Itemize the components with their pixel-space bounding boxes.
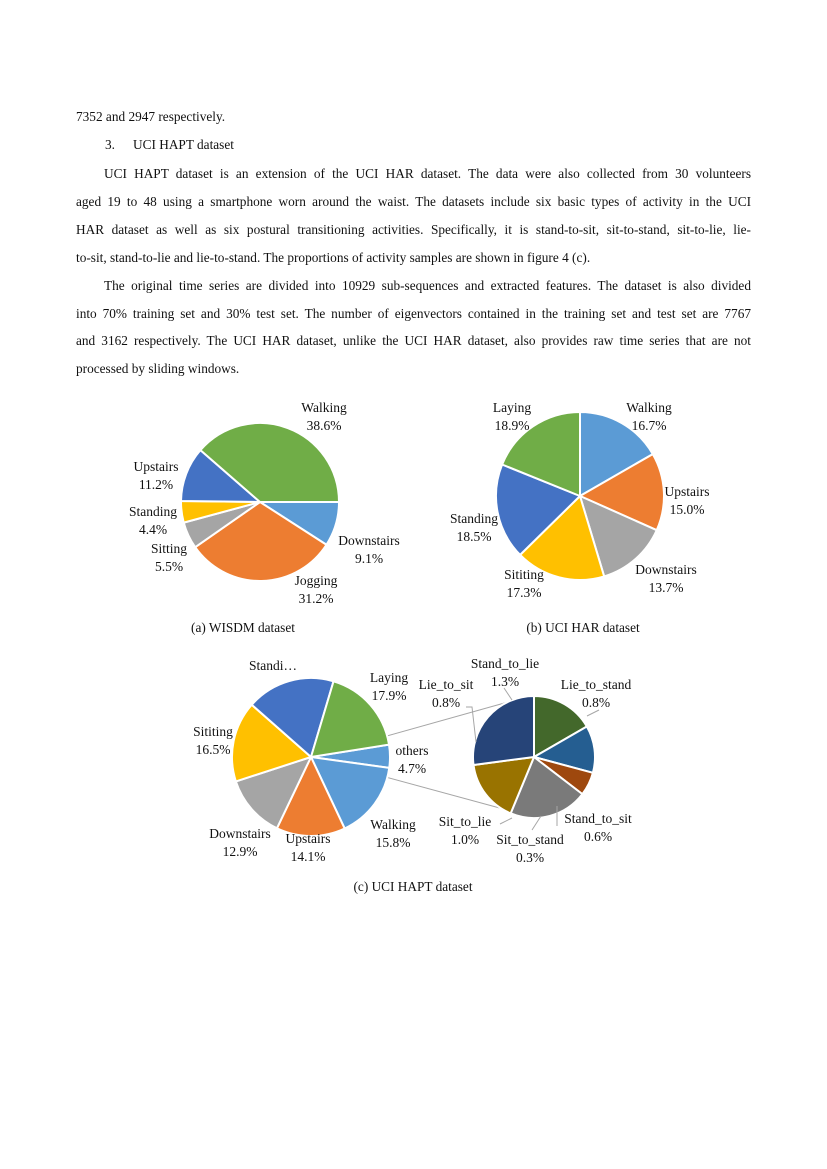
paragraph-line: and 3162 respectively. The UCI HAR dataset, unlike the UCI HAR dataset, also provides raw time series that are not <box>76 333 751 348</box>
slice-label-value: 4.4% <box>138 522 168 537</box>
text-line: 7352 and 2947 respectively. <box>76 109 226 124</box>
section-number: 3. <box>105 137 115 152</box>
slice-label-name: Downstairs <box>209 826 271 841</box>
slice-label-name: others <box>395 743 429 758</box>
slice-label-value: 15.8% <box>375 835 411 850</box>
leader-line-stand-to-lie <box>504 688 512 700</box>
slice-label-value: 0.8% <box>581 695 611 710</box>
slice-label-value: 1.3% <box>490 674 520 689</box>
slice-label-name: Laying <box>369 670 409 685</box>
slice-label-value: 17.3% <box>506 585 542 600</box>
slice-label-name: Lie_to_sit <box>418 677 474 692</box>
slice-label-name: Downstairs <box>635 562 697 577</box>
slice-label-value: 16.5% <box>195 742 231 757</box>
paragraph-line: into 70% training set and 30% test set. The number of eigenvectors contained in the training set and test set are 7767 <box>76 306 751 321</box>
slice-label-name: Sititing <box>193 724 233 739</box>
slice-label-name: Upstairs <box>664 484 710 499</box>
slice-label-name: Walking <box>626 400 672 415</box>
leader-line-sit-to-lie <box>500 818 512 824</box>
slice-label-name: Upstairs <box>285 831 331 846</box>
slice-label-name: Standing <box>449 511 499 526</box>
slice-label-value: 12.9% <box>222 844 258 859</box>
slice-label-name: Sit_to_lie <box>438 814 492 829</box>
slice-label-value: 1.0% <box>450 832 480 847</box>
leader-line-lie-to-stand <box>587 710 599 716</box>
slice-label-value: 31.2% <box>298 591 334 606</box>
slice-label-value: 18.5% <box>456 529 492 544</box>
slice-label-value: 14.1% <box>290 849 326 864</box>
paragraph-line: The original time series are divided into 10929 sub-sequences and extracted features. The dataset is also divided <box>104 278 751 293</box>
slice-label-value: 9.1% <box>354 551 384 566</box>
pie-chart-uci-hapt-main <box>232 678 390 836</box>
slice-label-name: Standi… <box>248 658 298 673</box>
slice-label-value: 17.9% <box>371 688 407 703</box>
slice-label-value: 13.7% <box>648 580 684 595</box>
slice-label-value: 16.7% <box>631 418 667 433</box>
slice-label-value: 38.6% <box>306 418 342 433</box>
slice-label-name: Stand_to_sit <box>564 811 632 826</box>
slice-label-name: Standing <box>128 504 178 519</box>
slice-label-name: Walking <box>370 817 416 832</box>
slice-label-value: 0.8% <box>431 695 461 710</box>
pie-chart-uci-hapt-secondary <box>473 696 595 818</box>
paragraph-line: to-sit, stand-to-lie and lie-to-stand. The proportions of activity samples are shown in figure 4 (c). <box>76 250 591 265</box>
pie-chart-uci-har <box>496 412 664 580</box>
hapt-transition-slice-stand-to-lie <box>473 696 534 765</box>
slice-label-name: Walking <box>301 400 347 415</box>
slice-label-value: 15.0% <box>669 502 705 517</box>
figure-caption-b: (b) UCI HAR dataset <box>526 620 640 635</box>
slice-label-value: 0.3% <box>515 850 545 865</box>
slice-label-name: Downstairs <box>338 533 400 548</box>
slice-label-name: Lie_to_stand <box>560 677 632 692</box>
slice-label-name: Laying <box>492 400 532 415</box>
slice-label-name: Sititing <box>504 567 544 582</box>
slice-label-name: Stand_to_lie <box>470 656 540 671</box>
paragraph-line: HAR dataset as well as six postural transitioning activities. Specifically, it is stand-to-sit, sit-to-stand, sit-to-lie, lie- <box>76 222 751 237</box>
slice-label-value: 0.6% <box>583 829 613 844</box>
slice-label-value: 18.9% <box>494 418 530 433</box>
figure-caption-a: (a) WISDM dataset <box>191 620 295 635</box>
paragraph-line: processed by sliding windows. <box>76 361 240 376</box>
pie-chart-wisdm <box>181 423 339 581</box>
slice-label-name: Sit_to_stand <box>496 832 564 847</box>
slice-label-name: Sitting <box>150 541 188 556</box>
slice-label-value: 11.2% <box>138 477 174 492</box>
section-title: UCI HAPT dataset <box>133 137 234 152</box>
figure-caption-c: (c) UCI HAPT dataset <box>353 879 473 894</box>
slice-label-value: 5.5% <box>154 559 184 574</box>
slice-label-name: Upstairs <box>133 459 179 474</box>
slice-label-value: 4.7% <box>397 761 427 776</box>
paragraph-line: UCI HAPT dataset is an extension of the UCI HAR dataset. The data were also collected from 30 volunteers <box>104 166 751 181</box>
paragraph-line: aged 19 to 48 using a smartphone worn around the waist. The datasets include six basic types of activity in the UCI <box>76 194 751 209</box>
slice-label-name: Jogging <box>294 573 338 588</box>
